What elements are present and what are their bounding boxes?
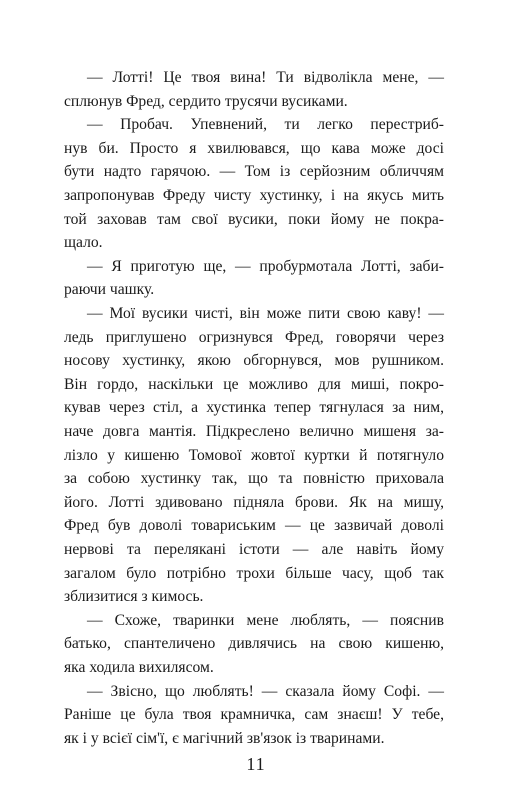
text-line: сплюнув Фред, сердито трусячи вусиками. bbox=[64, 92, 348, 110]
text-line: яка ходила вихилясом. bbox=[64, 659, 214, 676]
text-line: нув би. Просто я хвилювався, що кава може досі bbox=[64, 139, 444, 157]
text-line: нервові та перелякані істоти — але навіть йому bbox=[64, 541, 444, 558]
text-line: ледь приглушено огризнувся Фред, говорячи через bbox=[64, 328, 444, 346]
text-line: лізло у кишеню Томової жовтої куртки й потягнуло bbox=[64, 446, 444, 464]
text-line: — Лотті! Це твоя вина! Ти відволікла мене, — bbox=[87, 69, 444, 86]
text-line: — Пробач. Упевнений, ти легко перестриб- bbox=[87, 116, 444, 134]
text-line: запропонував Фреду чисту хустинку, і на якусь мить bbox=[64, 187, 444, 204]
text-line: Фред був доволі товариським — це зазвичай доволі bbox=[64, 517, 444, 535]
text-line: наче довга мантія. Підкреслено велично мишеня за- bbox=[64, 423, 444, 440]
page-number: 11 bbox=[246, 754, 266, 774]
text-line: носову хустинку, якою обгорнувся, мов рушником. bbox=[64, 352, 444, 370]
text-line: — Звісно, що люблять! — сказала йому Софі. — bbox=[87, 682, 444, 700]
text-line: Раніше це була твоя крамничка, сам знаєш! У тебе, bbox=[64, 706, 444, 724]
text-line: — Схоже, тваринки мене люблять, — пояснив bbox=[87, 611, 444, 629]
text-line: його. Лотті здивовано підняла брови. Як на мишу, bbox=[64, 493, 444, 511]
text-line: — Мої вусики чисті, він може пити свою каву! — bbox=[87, 305, 444, 322]
text-line: за собою хустинку так, що та повністю приховала bbox=[64, 470, 444, 488]
text-line: кував через стіл, а хустинка тепер тягнулася за ним, bbox=[64, 399, 444, 417]
text-line: бути надто гарячою. — Том із серйозним обличчям bbox=[64, 163, 444, 181]
text-line: загалом було потрібно трохи більше часу, щоб так bbox=[64, 564, 444, 582]
text-line: зблизитися з кимось. bbox=[64, 588, 204, 606]
text-line: як і у всієї сім'ї, є магічний зв'язок із тваринами. bbox=[64, 729, 385, 747]
text-line: батько, спантеличено дивлячись на свою кишеню, bbox=[64, 635, 444, 653]
text-line: щало. bbox=[64, 234, 103, 252]
text-line: раючи чашку. bbox=[64, 281, 155, 299]
text-line: Він гордо, наскільки це можливо для миші, покро- bbox=[64, 375, 444, 393]
text-line: — Я приготую ще, — пробурмотала Лотті, заби- bbox=[87, 257, 444, 275]
text-line: той заховав там свої вусики, поки йому не покра- bbox=[64, 210, 444, 228]
